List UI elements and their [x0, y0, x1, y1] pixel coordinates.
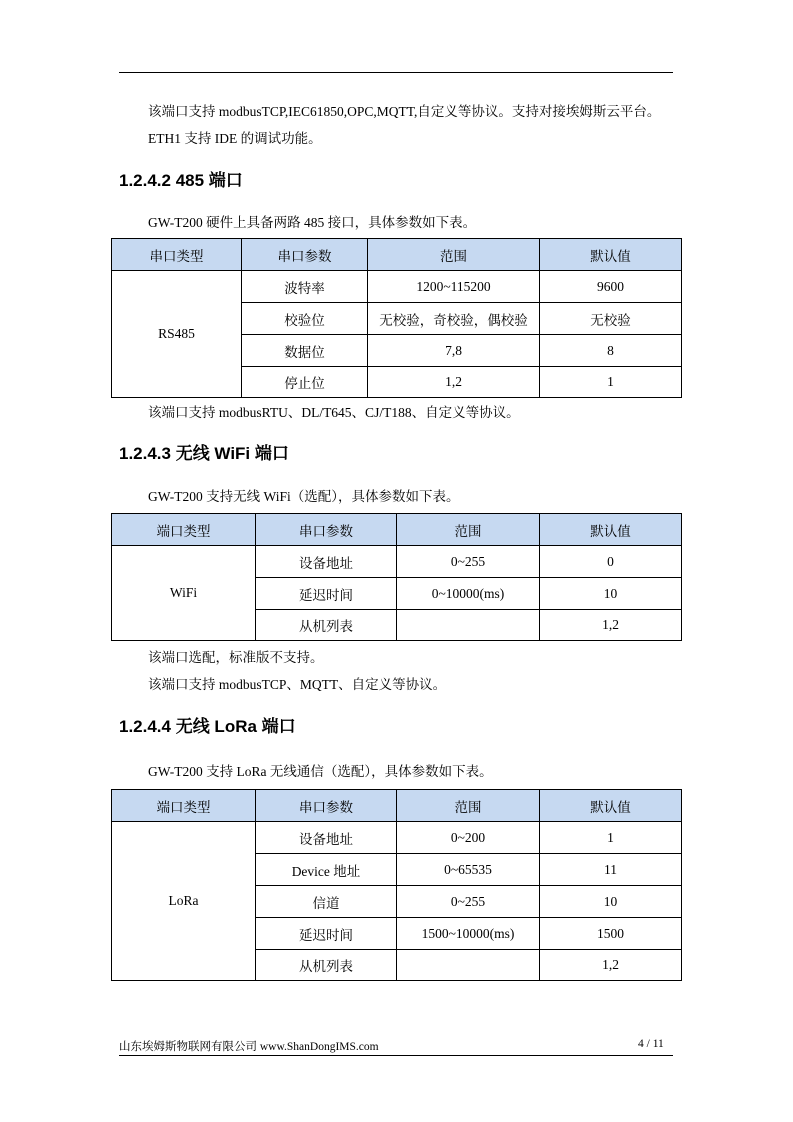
header-cell: 范围: [397, 790, 540, 822]
range-cell: 1500~10000(ms): [397, 918, 540, 950]
section-heading-wifi: 1.2.4.3 无线 WiFi 端口: [119, 444, 289, 463]
param-cell: 延迟时间: [256, 578, 397, 610]
range-cell: 7,8: [368, 335, 540, 367]
header-cell: 默认值: [540, 239, 682, 271]
default-cell: 11: [540, 854, 682, 886]
range-cell: 0~255: [397, 546, 540, 578]
section-wifi-note-2: 该端口支持 modbusTCP、MQTT、自定义等协议。: [148, 677, 447, 692]
port-type-cell: LoRa: [112, 822, 256, 981]
default-cell: 1: [540, 367, 682, 398]
header-cell: 端口类型: [112, 790, 256, 822]
port-type-cell: WiFi: [112, 546, 256, 641]
header-cell: 范围: [368, 239, 540, 271]
table-header-row: [112, 790, 682, 822]
range-cell: 0~65535: [397, 854, 540, 886]
header-cell: 串口参数: [256, 514, 397, 546]
wifi-parameter-table: [111, 513, 682, 641]
param-cell: 从机列表: [256, 950, 397, 981]
footer-page-number: 4 / 11: [638, 1038, 664, 1050]
range-cell: 1200~115200: [368, 271, 540, 303]
section-wifi-note-1: 该端口选配，标准版不支持。: [148, 650, 324, 665]
range-cell: 0~200: [397, 822, 540, 854]
param-cell: 设备地址: [256, 822, 397, 854]
param-cell: 校验位: [242, 303, 368, 335]
section-wifi-description: GW-T200 支持无线 WiFi（选配），具体参数如下表。: [148, 489, 460, 504]
range-cell: 1,2: [368, 367, 540, 398]
header-rule: [119, 72, 673, 73]
table-row: [112, 271, 682, 303]
range-cell: 无校验，奇校验，偶校验: [368, 303, 540, 335]
section-lora-description: GW-T200 支持 LoRa 无线通信（选配），具体参数如下表。: [148, 764, 493, 779]
default-cell: 10: [540, 886, 682, 918]
header-cell: 端口类型: [112, 514, 256, 546]
table-row: [112, 546, 682, 578]
default-cell: 1500: [540, 918, 682, 950]
table-header-row: [112, 514, 682, 546]
header-cell: 串口参数: [242, 239, 368, 271]
header-cell: 范围: [397, 514, 540, 546]
param-cell: 从机列表: [256, 610, 397, 641]
default-cell: 8: [540, 335, 682, 367]
section-485-note: 该端口支持 modbusRTU、DL/T645、CJ/T188、自定义等协议。: [148, 405, 520, 420]
default-cell: 1,2: [540, 950, 682, 981]
range-cell: [397, 950, 540, 981]
param-cell: 数据位: [242, 335, 368, 367]
range-cell: [397, 610, 540, 641]
default-cell: 1: [540, 822, 682, 854]
param-cell: 波特率: [242, 271, 368, 303]
header-cell: 串口参数: [256, 790, 397, 822]
intro-line-1: 该端口支持 modbusTCP,IEC61850,OPC,MQTT,自定义等协议。支持对接埃姆斯云平台。: [148, 104, 661, 119]
footer-rule: [119, 1055, 673, 1056]
header-cell: 串口类型: [112, 239, 242, 271]
section-heading-485: 1.2.4.2 485 端口: [119, 171, 243, 190]
default-cell: 10: [540, 578, 682, 610]
range-cell: 0~255: [397, 886, 540, 918]
default-cell: 1,2: [540, 610, 682, 641]
param-cell: 延迟时间: [256, 918, 397, 950]
default-cell: 9600: [540, 271, 682, 303]
param-cell: 停止位: [242, 367, 368, 398]
intro-line-2: ETH1 支持 IDE 的调试功能。: [148, 131, 322, 146]
default-cell: 0: [540, 546, 682, 578]
param-cell: 信道: [256, 886, 397, 918]
table-header-row: [112, 239, 682, 271]
range-cell: 0~10000(ms): [397, 578, 540, 610]
rs485-parameter-table: [111, 238, 682, 398]
section-heading-lora: 1.2.4.4 无线 LoRa 端口: [119, 717, 296, 736]
table-row: [112, 822, 682, 854]
default-cell: 无校验: [540, 303, 682, 335]
footer-company: 山东埃姆斯物联网有限公司 www.ShanDongIMS.com: [119, 1041, 379, 1053]
section-485-description: GW-T200 硬件上具备两路 485 接口，具体参数如下表。: [148, 215, 477, 230]
header-cell: 默认值: [540, 790, 682, 822]
port-type-cell: RS485: [112, 271, 242, 398]
param-cell: 设备地址: [256, 546, 397, 578]
header-cell: 默认值: [540, 514, 682, 546]
param-cell: Device 地址: [256, 854, 397, 886]
lora-parameter-table: [111, 789, 682, 981]
